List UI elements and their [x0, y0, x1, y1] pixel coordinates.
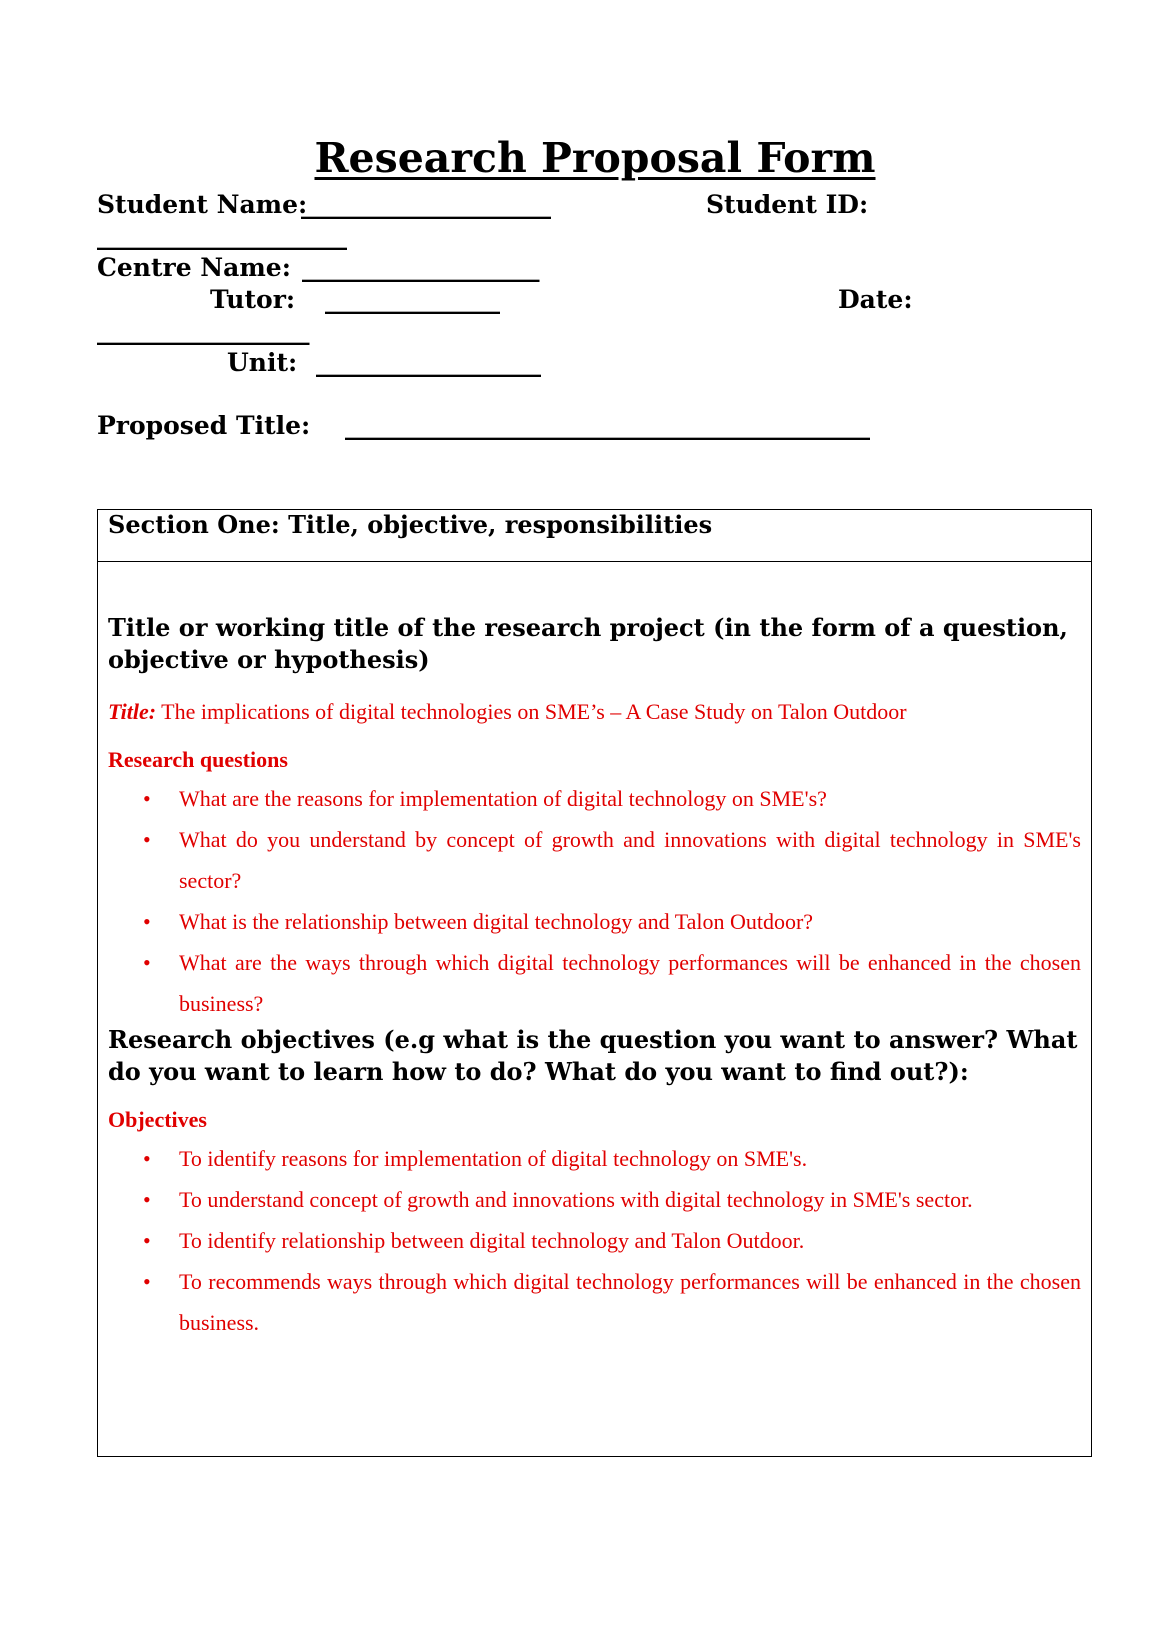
tutor-label: Tutor: [210, 285, 296, 314]
tutor-blank: ______________ [325, 285, 500, 314]
objectives-label: Objectives [108, 1107, 207, 1132]
list-item: • What are the reasons for implementation of digital technology on SME's? [108, 778, 1081, 819]
centre-name-label: Centre Name: [97, 253, 291, 282]
section-one-body [98, 612, 1091, 1343]
list-item: • What is the relationship between digital technology and Talon Outdoor? [108, 901, 1081, 942]
bullet-icon: • [143, 1269, 151, 1294]
date-label: Date: [838, 285, 913, 314]
list-item: • To understand concept of growth and innovations with digital technology in SME's sector. [108, 1179, 1081, 1220]
title-answer [108, 696, 1081, 728]
student-name-label: Student Name: [97, 190, 308, 219]
list-item: • What are the ways through which digital technology performances will be enhanced in the chosen business? [108, 942, 1081, 1024]
bullet-icon: • [143, 786, 151, 811]
date-blank: _________________ [97, 316, 310, 345]
student-id-blank: ____________________ [97, 221, 347, 250]
title-answer-text: The implications of digital technologies on SME’s – A Case Study on Talon Outdoor [156, 699, 907, 724]
section-one-header [98, 510, 1091, 562]
form-title: Research Proposal Form [314, 134, 876, 182]
bullet-icon: • [143, 1187, 151, 1212]
proposed-title-blank: __________________________________________ [345, 411, 870, 440]
title-answer-label: Title: [108, 699, 157, 724]
title-question: Title or working title of the research project (in the form of a question, objective or hypothesis) [108, 613, 1068, 674]
bullet-icon: • [143, 1146, 151, 1171]
section-one-heading: Section One: Title, objective, responsibilities [108, 510, 713, 539]
unit-blank: __________________ [316, 348, 541, 377]
research-questions-label: Research questions [108, 747, 288, 772]
objectives-list [108, 1138, 1081, 1343]
bullet-icon: • [143, 909, 151, 934]
section-one-box [97, 509, 1092, 1457]
student-name-blank: ____________________ [301, 190, 551, 219]
list-item: • To identify reasons for implementation of digital technology on SME's. [108, 1138, 1081, 1179]
student-id-label: Student ID: [706, 190, 869, 219]
list-item: • To identify relationship between digital technology and Talon Outdoor. [108, 1220, 1081, 1261]
objectives-question: Research objectives (e.g what is the question you want to answer? What do you want to learn how to do? What do you want to find out?): [108, 1025, 1078, 1086]
proposed-title-label: Proposed Title: [97, 411, 311, 440]
centre-name-blank: ___________________ [302, 253, 540, 282]
bullet-icon: • [143, 827, 151, 852]
unit-label: Unit: [227, 348, 298, 377]
research-questions-list [108, 778, 1081, 1024]
bullet-icon: • [143, 950, 151, 975]
list-item: • What do you understand by concept of growth and innovations with digital technology in SME's sector? [108, 819, 1081, 901]
list-item: • To recommends ways through which digital technology performances will be enhanced in the chosen business. [108, 1261, 1081, 1343]
bullet-icon: • [143, 1228, 151, 1253]
